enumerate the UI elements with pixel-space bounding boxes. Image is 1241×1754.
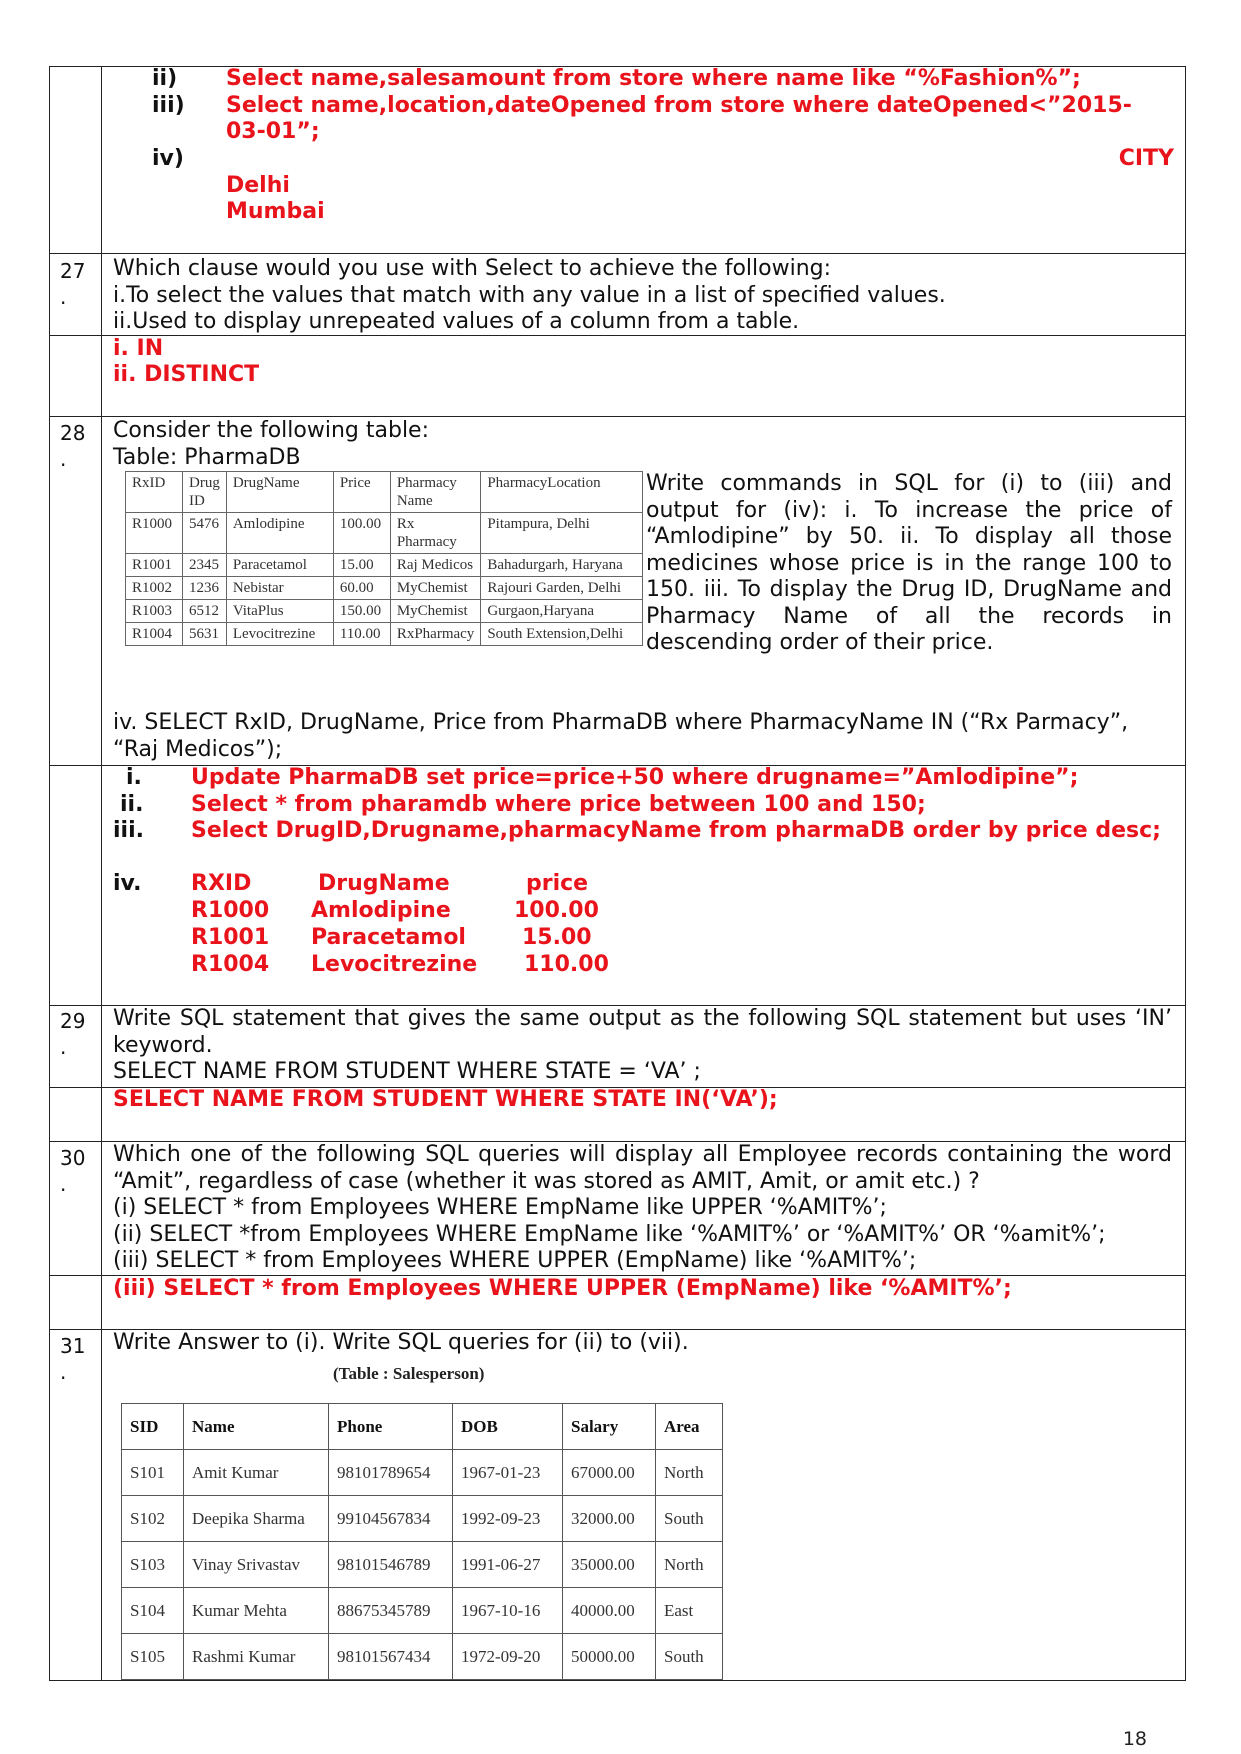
- table-header-cell: SID: [122, 1404, 184, 1450]
- q28-table-title: Table: PharmaDB: [113, 445, 301, 470]
- question-number: 27: [60, 259, 86, 283]
- q27-answer: i. IN: [113, 336, 164, 361]
- q27-answer: ii. DISTINCT: [113, 362, 260, 387]
- output-cell: Levocitrezine: [311, 952, 478, 977]
- prev-ii-answer: Select name,salesamount from store where name like “%Fashion%”;: [226, 66, 1081, 91]
- table-cell: Amit Kumar: [184, 1450, 329, 1496]
- table-cell: 15.00: [333, 554, 390, 577]
- table-cell: 150.00: [333, 600, 390, 623]
- question-number: 30: [60, 1146, 86, 1170]
- row-divider: [49, 416, 1186, 417]
- table-cell: R1001: [126, 554, 183, 577]
- question-number-dot: .: [60, 1035, 67, 1059]
- table-cell: 1972-09-20: [453, 1634, 563, 1680]
- output-header: price: [526, 871, 589, 896]
- pharmadb-table: [125, 471, 643, 646]
- table-cell: 110.00: [333, 623, 390, 646]
- prev-iii-label: iii): [152, 93, 185, 118]
- table-cell: R1002: [126, 577, 183, 600]
- q28-answer-i: Update PharmaDB set price=price+50 where drugname=”Amlodipine”;: [191, 765, 1079, 790]
- table-cell: S104: [122, 1588, 184, 1634]
- table-cell: 1991-06-27: [453, 1542, 563, 1588]
- table-cell: 60.00: [333, 577, 390, 600]
- table-row: [126, 554, 643, 577]
- prev-iv-row: Mumbai: [226, 199, 325, 224]
- answer-label: ii.: [120, 792, 144, 817]
- table-row: [126, 513, 643, 554]
- table-cell: 88675345789: [329, 1588, 453, 1634]
- prev-iii-answer-line1: Select name,location,dateOpened from store where dateOpened<”2015-: [226, 93, 1132, 118]
- table-cell: S105: [122, 1634, 184, 1680]
- table-cell: 1967-10-16: [453, 1588, 563, 1634]
- prev-iv-header: CITY: [1118, 146, 1174, 171]
- question-number-dot: .: [60, 1360, 67, 1384]
- table-header-cell: DrugName: [226, 472, 333, 513]
- table-cell: 99104567834: [329, 1496, 453, 1542]
- table-header-cell: RxID: [126, 472, 183, 513]
- table-cell: East: [656, 1588, 723, 1634]
- table-cell: 2345: [183, 554, 227, 577]
- output-cell: 15.00: [522, 925, 592, 950]
- output-cell: 100.00: [514, 898, 599, 923]
- table-cell: 98101567434: [329, 1634, 453, 1680]
- table-header-cell: Phone: [329, 1404, 453, 1450]
- prev-ii-label: ii): [152, 66, 178, 91]
- output-header: RXID: [191, 871, 252, 896]
- table-cell: 5631: [183, 623, 227, 646]
- table-cell: Nebistar: [226, 577, 333, 600]
- table-cell: S103: [122, 1542, 184, 1588]
- q31-text: Write Answer to (i). Write SQL queries for (ii) to (vii).: [113, 1330, 689, 1355]
- question-number-dot: .: [60, 1172, 67, 1196]
- prev-iv-label: iv): [152, 146, 184, 171]
- q29-statement: SELECT NAME FROM STUDENT WHERE STATE = ‘VA’ ;: [113, 1059, 701, 1084]
- table-cell: S101: [122, 1450, 184, 1496]
- table-row: [126, 623, 643, 646]
- table-row: [122, 1496, 723, 1542]
- answer-label: iv.: [113, 871, 142, 896]
- table-cell: Rajouri Garden, Delhi: [481, 577, 643, 600]
- output-header: DrugName: [318, 871, 450, 896]
- q27-line: i.To select the values that match with any value in a list of specified values.: [113, 283, 946, 308]
- table-row: [122, 1588, 723, 1634]
- table-row: [126, 577, 643, 600]
- q28-intro: Consider the following table:: [113, 418, 430, 443]
- table-cell: MyChemist: [390, 577, 480, 600]
- q30-option: (iii) SELECT * from Employees WHERE UPPER (EmpName) like ‘%AMIT%’;: [113, 1248, 917, 1273]
- number-column-divider: [101, 66, 102, 1681]
- q30-option: (i) SELECT * from Employees WHERE EmpName like UPPER ‘%AMIT%’;: [113, 1195, 887, 1220]
- table-cell: South: [656, 1634, 723, 1680]
- table-header-cell: Drug ID: [183, 472, 227, 513]
- table-cell: Pitampura, Delhi: [481, 513, 643, 554]
- row-divider: [49, 253, 1186, 254]
- table-cell: 100.00: [333, 513, 390, 554]
- table-cell: R1003: [126, 600, 183, 623]
- salesperson-table: [121, 1403, 723, 1680]
- table-cell: 35000.00: [563, 1542, 656, 1588]
- table-header-cell: Area: [656, 1404, 723, 1450]
- table-cell: Kumar Mehta: [184, 1588, 329, 1634]
- table-header-cell: Salary: [563, 1404, 656, 1450]
- output-cell: R1000: [191, 898, 270, 923]
- table-row: [126, 600, 643, 623]
- output-cell: R1004: [191, 952, 270, 977]
- table-cell: Raj Medicos: [390, 554, 480, 577]
- table-cell: 1236: [183, 577, 227, 600]
- table-cell: South Extension,Delhi: [481, 623, 643, 646]
- table-cell: 1967-01-23: [453, 1450, 563, 1496]
- q30-text: Which one of the following SQL queries will display all Employee records containing the word “Amit”, regardless of case (whether it was stored as AMIT, Amit, or amit etc.) ?: [113, 1142, 1172, 1194]
- table-row: [122, 1634, 723, 1680]
- table-header-cell: Name: [184, 1404, 329, 1450]
- table-cell: 32000.00: [563, 1496, 656, 1542]
- q28-answer-iii: Select DrugID,Drugname,pharmacyName from pharmaDB order by price desc;: [191, 818, 1161, 843]
- answer-label: i.: [126, 765, 142, 790]
- table-cell: RxPharmacy: [390, 623, 480, 646]
- table-cell: 67000.00: [563, 1450, 656, 1496]
- table-cell: 1992-09-23: [453, 1496, 563, 1542]
- table-header-cell: DOB: [453, 1404, 563, 1450]
- prev-iii-answer-line2: 03-01”;: [226, 119, 320, 144]
- table-header-row: [126, 472, 643, 513]
- table-row: [122, 1542, 723, 1588]
- table-cell: MyChemist: [390, 600, 480, 623]
- table-cell: Bahadurgarh, Haryana: [481, 554, 643, 577]
- output-cell: 110.00: [524, 952, 609, 977]
- table-cell: 50000.00: [563, 1634, 656, 1680]
- table-cell: Levocitrezine: [226, 623, 333, 646]
- table-cell: Vinay Srivastav: [184, 1542, 329, 1588]
- output-cell: Paracetamol: [311, 925, 466, 950]
- table-cell: 40000.00: [563, 1588, 656, 1634]
- table-row: [122, 1450, 723, 1496]
- table-cell: 98101789654: [329, 1450, 453, 1496]
- output-cell: Amlodipine: [311, 898, 451, 923]
- table-header-cell: PharmacyLocation: [481, 472, 643, 513]
- table-cell: North: [656, 1542, 723, 1588]
- q28-answer-ii: Select * from pharamdb where price between 100 and 150;: [191, 792, 926, 817]
- table-cell: Deepika Sharma: [184, 1496, 329, 1542]
- table-cell: North: [656, 1450, 723, 1496]
- question-number-dot: .: [60, 285, 67, 309]
- q28-iv-question: iv. SELECT RxID, DrugName, Price from PharmaDB where PharmacyName IN (“Rx Parmacy”, “Raj Medicos”);: [113, 710, 1129, 762]
- table-cell: R1004: [126, 623, 183, 646]
- table-cell: S102: [122, 1496, 184, 1542]
- table-cell: Paracetamol: [226, 554, 333, 577]
- table-cell: VitaPlus: [226, 600, 333, 623]
- table-header-cell: Pharmacy Name: [390, 472, 480, 513]
- q29-text: Write SQL statement that gives the same output as the following SQL statement but uses ‘IN’ keyword.: [113, 1006, 1172, 1058]
- q27-line: ii.Used to display unrepeated values of a column from a table.: [113, 309, 800, 334]
- q30-answer: (iii) SELECT * from Employees WHERE UPPER (EmpName) like ‘%AMIT%’;: [113, 1276, 1012, 1301]
- table-cell: 5476: [183, 513, 227, 554]
- table-header-cell: Price: [333, 472, 390, 513]
- q29-answer: SELECT NAME FROM STUDENT WHERE STATE IN(‘VA’);: [113, 1087, 778, 1112]
- page-number: 18: [1122, 1728, 1147, 1750]
- table-cell: 6512: [183, 600, 227, 623]
- table-header-row: [122, 1404, 723, 1450]
- table-cell: Amlodipine: [226, 513, 333, 554]
- q30-option: (ii) SELECT *from Employees WHERE EmpName like ‘%AMIT%’ or ‘%AMIT%’ OR ‘%amit%’;: [113, 1222, 1106, 1247]
- table-cell: Rashmi Kumar: [184, 1634, 329, 1680]
- question-number: 28: [60, 421, 86, 445]
- question-number-dot: .: [60, 447, 67, 471]
- q28-instructions: Write commands in SQL for (i) to (iii) and output for (iv): i. To increase the price of “Amlodipine” by 50. ii. To display all those medicines whose price is in the range 100 to 150. iii. To display the Drug ID, DrugName and Pharmacy Name of all the records in descending order of their price.: [646, 471, 1172, 655]
- answer-label: iii.: [113, 818, 144, 843]
- output-cell: R1001: [191, 925, 270, 950]
- prev-iv-row: Delhi: [226, 173, 290, 198]
- table-cell: R1000: [126, 513, 183, 554]
- question-number: 31: [60, 1334, 86, 1358]
- question-number: 29: [60, 1009, 86, 1033]
- salesperson-table-caption: (Table : Salesperson): [333, 1364, 485, 1383]
- q27-line: Which clause would you use with Select to achieve the following:: [113, 256, 832, 281]
- table-cell: South: [656, 1496, 723, 1542]
- table-cell: Rx Pharmacy: [390, 513, 480, 554]
- table-cell: Gurgaon,Haryana: [481, 600, 643, 623]
- table-cell: 98101546789: [329, 1542, 453, 1588]
